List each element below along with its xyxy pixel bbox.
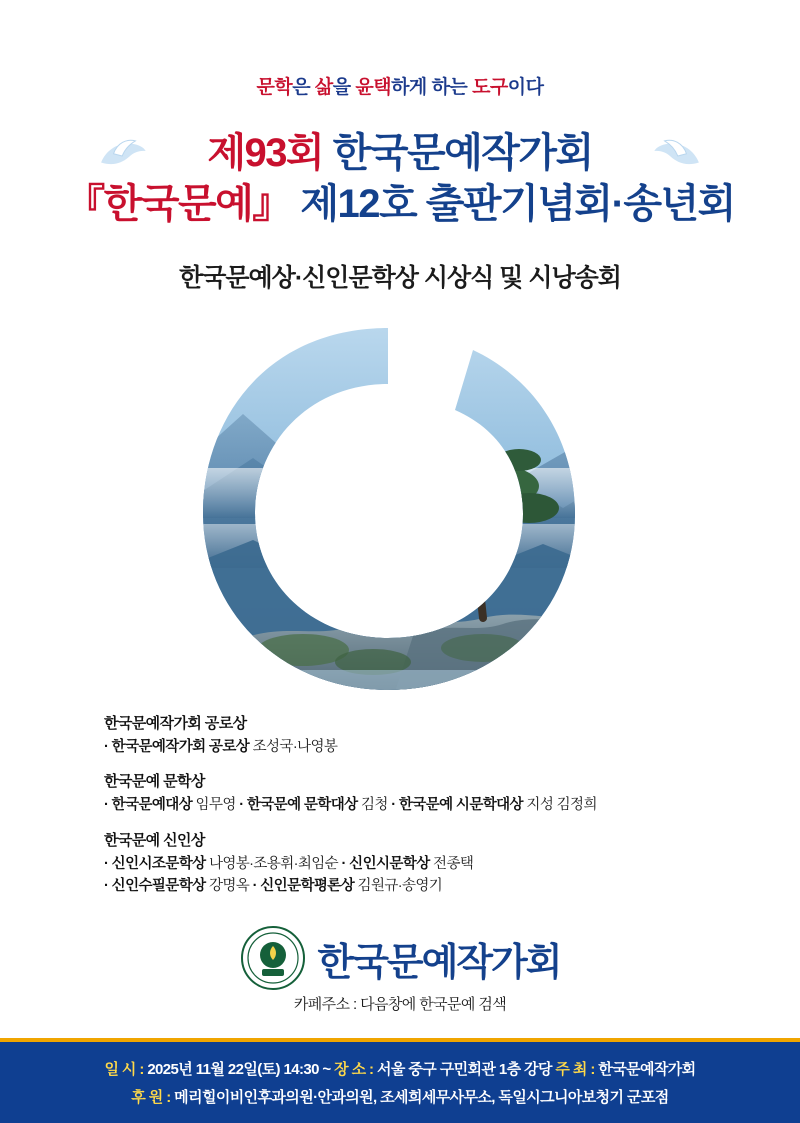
subtitle: 한국문예상·신인문학상 시상식 및 시낭송회 xyxy=(179,264,621,292)
awards-list xyxy=(104,712,704,910)
title-journal-name: 『한국문예』 xyxy=(65,182,291,227)
footer-detail-value-2: 한국문예작가회 xyxy=(594,1061,696,1078)
tagline-segment-2: 삶 xyxy=(314,77,333,98)
footer-line-1 xyxy=(104,1058,695,1079)
award-recipients: 지성 김정희 xyxy=(526,797,597,814)
award-category: · 한국문예대상 xyxy=(104,797,196,814)
page-title xyxy=(0,130,800,228)
award-category: · 한국문예작가회 공로상 xyxy=(104,739,253,755)
organization-emblem-icon xyxy=(240,925,306,991)
footer-sponsor-value-0: 메리힐이비인후과의원·안과의원, 조세희세무사무소, 독일시그니아보청기 군포점 xyxy=(170,1089,669,1106)
footer-line-2 xyxy=(131,1086,668,1107)
footer-detail-label-2: 주 최 : xyxy=(551,1061,595,1078)
award-category: · 신인수필문학상 xyxy=(104,878,209,895)
award-recipients: 전종택 xyxy=(433,855,474,872)
title-line-1 xyxy=(0,130,800,177)
award-group xyxy=(104,829,704,898)
footer-detail-label-1: 장 소 : xyxy=(330,1061,374,1078)
tagline-segment-7: 이다 xyxy=(507,77,544,98)
award-recipients: 임무영 xyxy=(195,797,240,814)
tagline-segment-4: 윤택 xyxy=(355,77,392,98)
footer-detail-value-0: 2025년 11월 22일(토) 14:30 ~ xyxy=(143,1061,331,1078)
tagline-segment-1: 은 xyxy=(292,77,315,98)
award-recipients: 조성국·나영봉 xyxy=(252,739,338,755)
title-line-2-rest: 출판기념회·송년회 xyxy=(425,182,735,227)
tagline xyxy=(0,72,800,99)
award-line xyxy=(104,736,704,758)
organization-name: 한국문예작가회 xyxy=(317,941,561,984)
award-category: · 신인시조문학상 xyxy=(104,855,209,872)
award-category: · 신인문학평론상 xyxy=(252,878,358,895)
award-category: · 한국문예 문학대상 xyxy=(239,797,361,814)
award-line xyxy=(104,853,704,875)
footer-info-bar xyxy=(0,1038,800,1123)
award-group-heading: 한국문예 문학상 xyxy=(104,773,205,791)
award-group-heading: 한국문예 신인상 xyxy=(104,831,205,849)
footer-sponsor-label-0: 후 원 : xyxy=(131,1089,171,1106)
award-recipients: 나영봉·조용휘·최임순 xyxy=(208,855,342,872)
award-recipients: 김청 xyxy=(360,797,392,814)
tagline-segment-5: 하게 하는 xyxy=(391,77,473,98)
organization-block xyxy=(0,925,800,1014)
award-line xyxy=(104,794,704,816)
award-recipients: 강명옥 xyxy=(208,878,253,895)
circular-landscape-illustration xyxy=(183,318,593,698)
award-group xyxy=(104,712,704,758)
title-line-1-rest: 한국문예작가회 xyxy=(323,131,593,175)
title-issue-number: 제12호 xyxy=(290,182,426,227)
tagline-segment-6: 도구 xyxy=(472,77,508,98)
award-recipients: 김원규·송영기 xyxy=(357,878,443,895)
award-line xyxy=(104,875,704,897)
title-line-2 xyxy=(0,181,800,228)
award-group-heading: 한국문예작가회 공로상 xyxy=(104,715,247,732)
award-category: · 한국문예 시문학대상 xyxy=(391,797,527,814)
footer-detail-value-1: 서울 중구 구민회관 1층 강당 xyxy=(373,1061,552,1078)
award-group xyxy=(104,770,704,816)
tagline-segment-0: 문학 xyxy=(256,77,293,98)
footer-detail-label-0: 일 시 : xyxy=(104,1061,144,1078)
tagline-segment-3: 을 xyxy=(332,77,356,98)
award-category: · 신인시문학상 xyxy=(341,855,434,872)
cafe-address: 카페주소 : 다음창에 한국문예 검색 xyxy=(293,996,507,1013)
title-edition-number: 제93회 xyxy=(207,131,324,175)
